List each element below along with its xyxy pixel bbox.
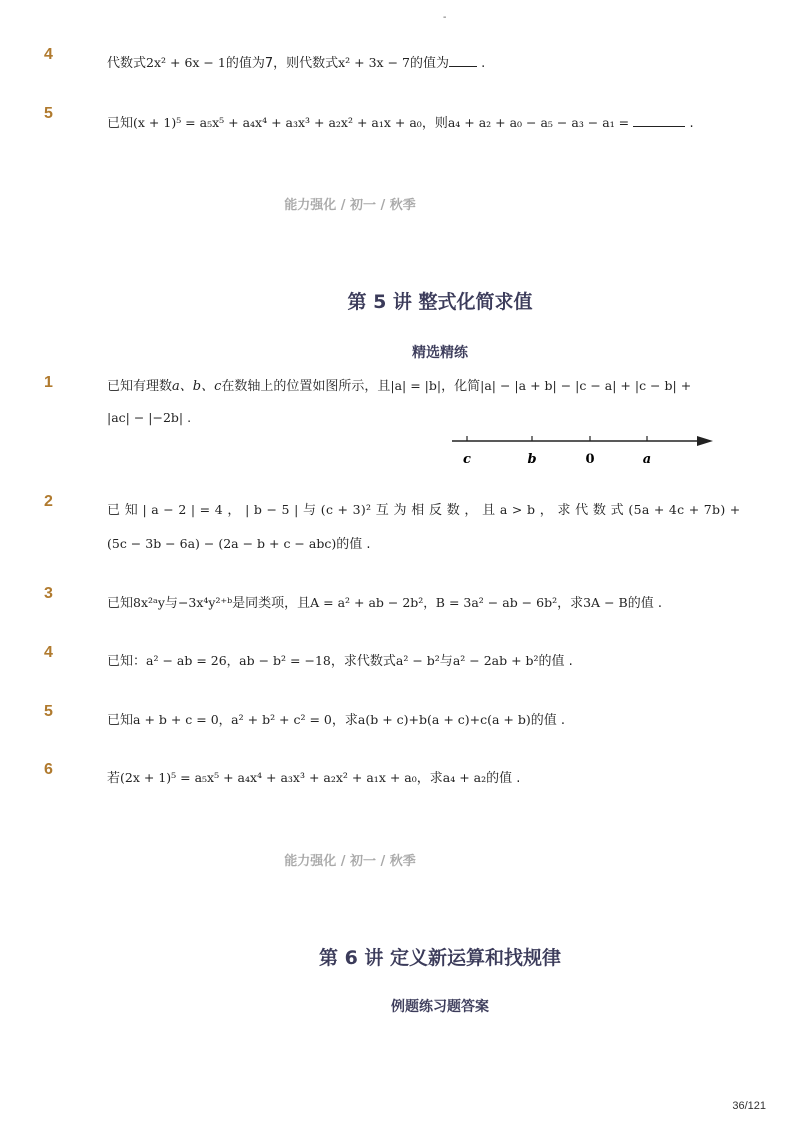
problem-text-line2: |ac| − |−2b| . (107, 410, 192, 425)
problem-text: 已知8x²ᵃy与−3x⁴y²⁺ᵇ是同类项，且A = a² + ab − 2b²，B = 3a² − ab − 6b²，求3A − B的值 . (107, 595, 662, 611)
number-line (445, 428, 725, 470)
number-line-arrow (697, 436, 713, 446)
problem-text: 已知：a² − ab = 26，ab − b² = −18，求代数式a² − b²与a² − 2ab + b²的值 . (107, 653, 573, 669)
problem-number: 2 (44, 493, 53, 510)
problem-number: 1 (44, 374, 53, 391)
chapter-title: 第 5 讲 整式化简求值 (347, 291, 533, 313)
header-mark: - (443, 12, 447, 23)
footer-divider: 能力强化 / 初一 / 秋季 (284, 854, 416, 869)
problem-number: 4 (44, 46, 53, 63)
problem-number: 3 (44, 585, 53, 602)
problem-number: 5 (44, 105, 53, 122)
problem-text: 已知a + b + c = 0，a² + b² + c² = 0，求a(b + c)+b(a + c)+c(a + b)的值 . (107, 712, 566, 728)
problem-number: 6 (44, 761, 53, 778)
problem-text: 若(2x + 1)⁵ = a₅x⁵ + a₄x⁴ + a₃x³ + a₂x² + a₁x + a₀，求a₄ + a₂的值 . (107, 770, 521, 786)
problem-text: 代数式2x² + 6x − 1的值为7，则代数式x² + 3x − 7的值为 . (107, 55, 486, 71)
label-a: a (642, 452, 652, 467)
problem-text: 已知有理数a、b、c在数轴上的位置如图所示，且|a| = |b|，化简|a| − |a + b| − |c − a| + |c − b| + (107, 378, 692, 394)
problem-text-line2: (5c − 3b − 6a) − (2a − b + c − abc)的值 . (107, 536, 371, 552)
problem-text: 已知(x + 1)⁵ = a₅x⁵ + a₄x⁴ + a₃x³ + a₂x² + a₁x + a₀，则a₄ + a₂ + a₀ − a₅ − a₃ − a₁ = . (107, 115, 694, 131)
problem-text: 已 知 | a − 2 | = 4 ， | b − 5 | 与 (c + 3)² 互 为 相 反 数 ， 且 a > b ， 求 代 数 式 (5a + 4c + 7b) + (107, 502, 741, 518)
section-title: 精选精练 (412, 345, 468, 361)
chapter-title: 第 6 讲 定义新运算和找规律 (318, 947, 562, 969)
problem-number: 5 (44, 703, 53, 720)
footer-divider: 能力强化 / 初一 / 秋季 (284, 198, 416, 213)
label-0: 0 (585, 452, 595, 467)
label-c: c (463, 452, 471, 467)
page-number: 36/121 (732, 1100, 766, 1112)
label-b: b (527, 452, 537, 467)
problem-number: 4 (44, 644, 53, 661)
section-title: 例题练习题答案 (391, 999, 489, 1015)
